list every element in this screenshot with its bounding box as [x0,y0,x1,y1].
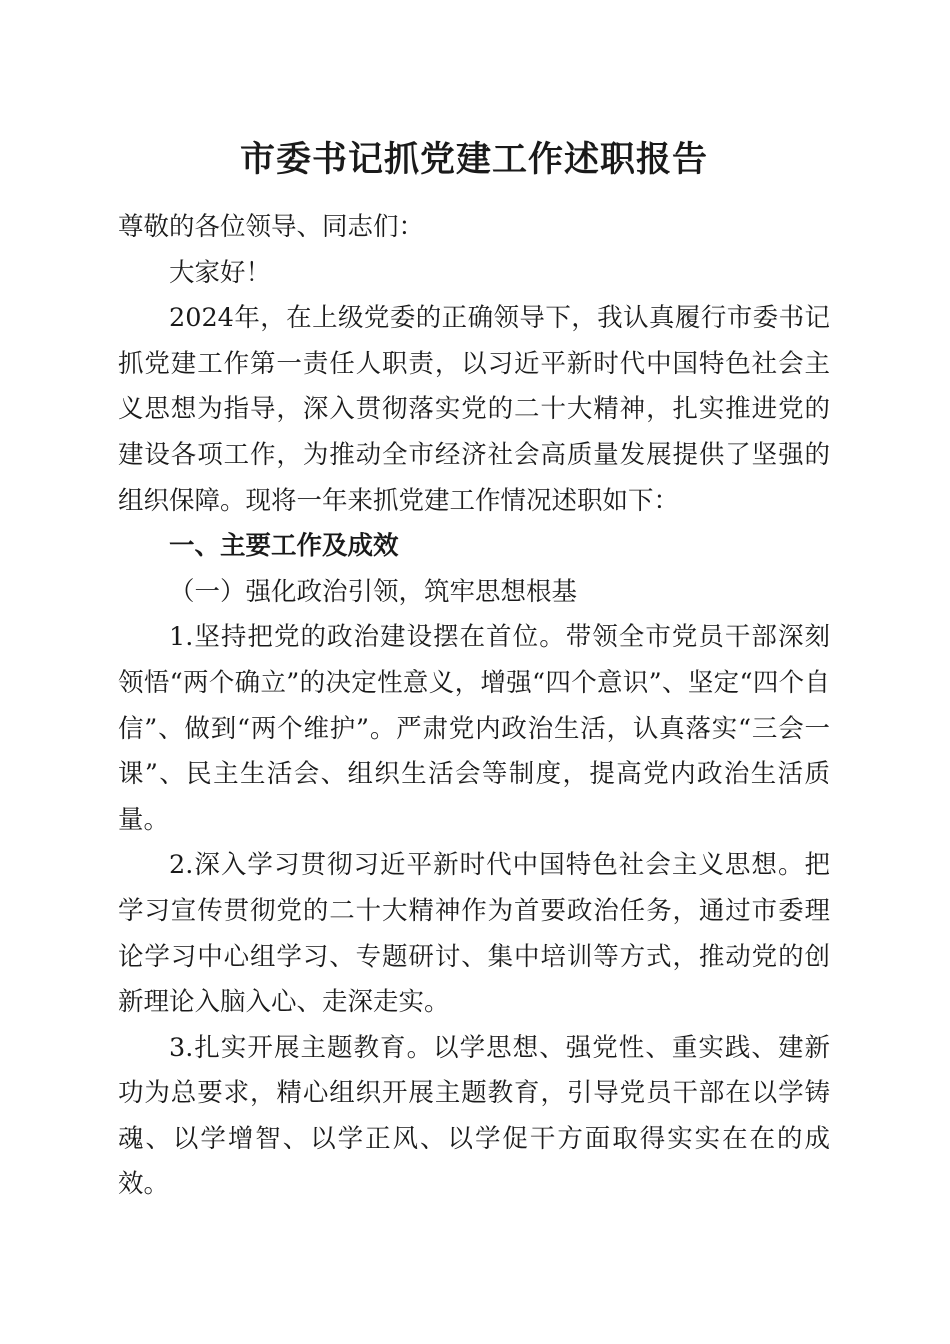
paragraph-item-3: 3.扎实开展主题教育。以学思想、强党性、重实践、建新功为总要求，精心组织开展主题教育，引导党员干部在以学铸魂、以学增智、以学正风、以学促干方面取得实实在在的成效。 [118,1032,830,1200]
subsection-heading: （一）强化政治引领，筑牢思想根基 [169,576,578,607]
greeting: 大家好！ [169,257,272,288]
document-title: 市委书记抓党建工作述职报告 [239,139,708,180]
intro-paragraph: 2024年，在上级党委的正确领导下，我认真履行市委书记抓党建工作第一责任人职责，以习近平新时代中国特色社会主义思想为指导，深入贯彻落实党的二十大精神，扎实推进党的建设各项工作，为推动全市经济社会高质量发展提供了坚强的组织保障。现将一年来抓党建工作情况述职如下： [118,303,830,516]
paragraph-item-1: 1.坚持把党的政治建设摆在首位。带领全市党员干部深刻领悟“两个确立”的决定性意义，增强“四个意识”、坚定“四个自信”、做到“两个维护”。严肃党内政治生活，认真落实“三会一课”、民主生活会、组织生活会等制度，提高党内政治生活质量。 [118,622,830,835]
paragraph-item-2: 2.深入学习贯彻习近平新时代中国特色社会主义思想。把学习宣传贯彻党的二十大精神作为首要政治任务，通过市委理论学习中心组学习、专题研讨、集中培训等方式，推动党的创新理论入脑入心、走深走实。 [118,850,830,1018]
section-heading: 一、主要工作及成效 [169,531,399,562]
salutation: 尊敬的各位领导、同志们： [118,212,425,242]
document-body [118,205,830,1208]
